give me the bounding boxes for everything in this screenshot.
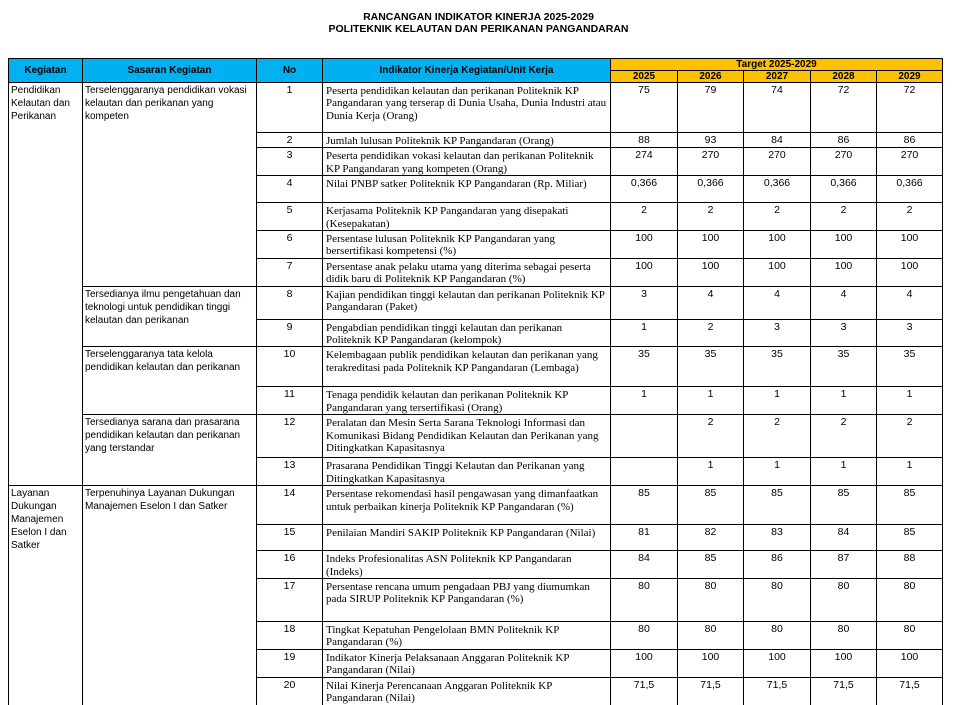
row-number: 12 [257, 415, 323, 458]
target-value-2028: 1 [811, 387, 877, 415]
target-value-2027: 74 [744, 83, 811, 133]
header-kegiatan: Kegiatan [9, 59, 83, 83]
sasaran-cell: Tersedianya ilmu pengetahuan dan teknologi untuk pendidikan tinggi kelautan dan perikanan [83, 286, 257, 347]
target-value-2027: 2 [744, 415, 811, 458]
target-value-2025: 100 [611, 258, 678, 286]
target-value-2026: 80 [678, 578, 744, 621]
target-value-2026: 270 [678, 148, 744, 176]
target-value-2028: 72 [811, 83, 877, 133]
row-number: 17 [257, 578, 323, 621]
target-value-2028: 1 [811, 458, 877, 486]
target-value-2026: 35 [678, 347, 744, 387]
target-value-2028: 100 [811, 258, 877, 286]
target-value-2026: 1 [678, 387, 744, 415]
target-value-2025: 80 [611, 578, 678, 621]
target-value-2029: 0,366 [877, 176, 943, 203]
target-value-2026: 79 [678, 83, 744, 133]
header-year: 2028 [811, 71, 877, 83]
target-value-2027: 1 [744, 387, 811, 415]
target-value-2026: 4 [678, 286, 744, 319]
indicator-cell: Persentase rencana umum pengadaan PBJ yang diumumkan pada SIRUP Politeknik KP Pangandaran (%) [323, 578, 611, 621]
target-value-2028: 100 [811, 231, 877, 259]
target-value-2025: 1 [611, 387, 678, 415]
indicator-cell: Indikator Kinerja Pelaksanaan Anggaran Politeknik KP Pangandaran (Nilai) [323, 649, 611, 677]
indicator-cell: Tingkat Kepatuhan Pengelolaan BMN Politeknik KP Pangandaran (%) [323, 621, 611, 649]
target-value-2026: 1 [678, 458, 744, 486]
target-value-2028: 84 [811, 525, 877, 551]
target-value-2027: 100 [744, 258, 811, 286]
target-value-2028: 80 [811, 578, 877, 621]
target-value-2027: 100 [744, 649, 811, 677]
header-year: 2029 [877, 71, 943, 83]
table-row [9, 83, 943, 133]
target-value-2027: 71,5 [744, 677, 811, 705]
target-value-2027: 84 [744, 133, 811, 148]
row-number: 13 [257, 458, 323, 486]
target-value-2026: 2 [678, 203, 744, 231]
target-value-2025: 85 [611, 486, 678, 525]
row-number: 20 [257, 677, 323, 705]
header-indikator: Indikator Kinerja Kegiatan/Unit Kerja [323, 59, 611, 83]
row-number: 7 [257, 258, 323, 286]
header-target: Target 2025-2029 [611, 59, 943, 71]
target-value-2027: 270 [744, 148, 811, 176]
target-value-2028: 2 [811, 415, 877, 458]
target-value-2027: 80 [744, 621, 811, 649]
sasaran-cell: Terselenggaranya pendidikan vokasi kelautan dan perikanan yang kompeten [83, 83, 257, 287]
target-value-2029: 2 [877, 415, 943, 458]
row-number: 9 [257, 319, 323, 347]
target-value-2026: 82 [678, 525, 744, 551]
row-number: 19 [257, 649, 323, 677]
indicator-cell: Indeks Profesionalitas ASN Politeknik KP Pangandaran (Indeks) [323, 551, 611, 579]
row-number: 5 [257, 203, 323, 231]
target-value-2025: 100 [611, 231, 678, 259]
target-value-2026: 2 [678, 415, 744, 458]
target-value-2029: 88 [877, 551, 943, 579]
target-value-2028: 3 [811, 319, 877, 347]
target-value-2029: 85 [877, 525, 943, 551]
row-number: 18 [257, 621, 323, 649]
indicator-cell: Pengabdian pendidikan tinggi kelautan dan perikanan Politeknik KP Pangandaran (kelompok) [323, 319, 611, 347]
target-value-2029: 80 [877, 621, 943, 649]
row-number: 14 [257, 486, 323, 525]
target-value-2025: 100 [611, 649, 678, 677]
indicator-cell: Nilai Kinerja Perencanaan Anggaran Politeknik KP Pangandaran (Nilai) [323, 677, 611, 705]
target-value-2027: 83 [744, 525, 811, 551]
indicator-cell: Kerjasama Politeknik KP Pangandaran yang disepakati (Kesepakatan) [323, 203, 611, 231]
target-value-2026: 85 [678, 551, 744, 579]
target-value-2027: 85 [744, 486, 811, 525]
row-number: 10 [257, 347, 323, 387]
target-value-2029: 72 [877, 83, 943, 133]
indicator-cell: Peralatan dan Mesin Serta Sarana Teknologi Informasi dan Komunikasi Bidang Pendidikan Kelautan dan Perikanan yang Ditingkatkan Kapasitasnya [323, 415, 611, 458]
target-value-2028: 35 [811, 347, 877, 387]
table-row [9, 347, 943, 387]
indicator-cell: Peserta pendidikan kelautan dan perikanan Politeknik KP Pangandaran yang terserap di Dunia Usaha, Dunia Industri atau Dunia Kerja (Orang) [323, 83, 611, 133]
target-value-2027: 0,366 [744, 176, 811, 203]
target-value-2025: 84 [611, 551, 678, 579]
target-value-2026: 100 [678, 649, 744, 677]
target-value-2028: 80 [811, 621, 877, 649]
target-value-2029: 100 [877, 258, 943, 286]
target-value-2025: 3 [611, 286, 678, 319]
row-number: 11 [257, 387, 323, 415]
target-value-2027: 1 [744, 458, 811, 486]
target-value-2029: 3 [877, 319, 943, 347]
target-value-2025: 1 [611, 319, 678, 347]
target-value-2028: 100 [811, 649, 877, 677]
target-value-2027: 2 [744, 203, 811, 231]
target-value-2029: 80 [877, 578, 943, 621]
sasaran-cell: Terpenuhinya Layanan Dukungan Manajemen Eselon I dan Satker [83, 486, 257, 705]
header-year: 2026 [678, 71, 744, 83]
target-value-2025: 88 [611, 133, 678, 148]
target-value-2028: 2 [811, 203, 877, 231]
indicator-cell: Persentase lulusan Politeknik KP Pangandaran yang bersertifikasi kompetensi (%) [323, 231, 611, 259]
target-value-2027: 4 [744, 286, 811, 319]
target-value-2028: 86 [811, 133, 877, 148]
row-number: 1 [257, 83, 323, 133]
target-value-2029: 1 [877, 458, 943, 486]
target-value-2029: 4 [877, 286, 943, 319]
indicator-cell: Kelembagaan publik pendidikan kelautan dan perikanan yang terakreditasi pada Politeknik KP Pangandaran (Lembaga) [323, 347, 611, 387]
target-value-2025: 35 [611, 347, 678, 387]
indicator-cell: Tenaga pendidik kelautan dan perikanan Politeknik KP Pangandaran yang tersertifikasi (Orang) [323, 387, 611, 415]
target-value-2028: 87 [811, 551, 877, 579]
target-value-2025: 81 [611, 525, 678, 551]
target-value-2026: 71,5 [678, 677, 744, 705]
indicator-cell: Prasarana Pendidikan Tinggi Kelautan dan Perikanan yang Ditingkatkan Kapasitasnya [323, 458, 611, 486]
document-subtitle: POLITEKNIK KELAUTAN DAN PERIKANAN PANGANDARAN [328, 23, 629, 35]
row-number: 3 [257, 148, 323, 176]
target-value-2028: 270 [811, 148, 877, 176]
target-value-2026: 80 [678, 621, 744, 649]
target-value-2028: 71,5 [811, 677, 877, 705]
target-value-2029: 100 [877, 231, 943, 259]
row-number: 8 [257, 286, 323, 319]
target-value-2029: 85 [877, 486, 943, 525]
target-value-2026: 2 [678, 319, 744, 347]
indicator-cell: Kajian pendidikan tinggi kelautan dan perikanan Politeknik KP Pangandaran (Paket) [323, 286, 611, 319]
indicator-table [8, 58, 943, 705]
table-row [9, 286, 943, 319]
indicator-cell: Persentase anak pelaku utama yang diterima sebagai peserta didik baru di Politeknik KP Pangandaran (%) [323, 258, 611, 286]
indicator-cell: Jumlah lulusan Politeknik KP Pangandaran (Orang) [323, 133, 611, 148]
indicator-cell: Penilaian Mandiri SAKIP Politeknik KP Pangandaran (Nilai) [323, 525, 611, 551]
target-value-2027: 3 [744, 319, 811, 347]
indicator-cell: Nilai PNBP satker Politeknik KP Pangandaran (Rp. Miliar) [323, 176, 611, 203]
row-number: 6 [257, 231, 323, 259]
row-number: 2 [257, 133, 323, 148]
sasaran-cell: Terselenggaranya tata kelola pendidikan kelautan dan perikanan [83, 347, 257, 415]
sasaran-cell: Tersedianya sarana dan prasarana pendidikan kelautan dan perikanan yang terstandar [83, 415, 257, 486]
target-value-2027: 80 [744, 578, 811, 621]
target-value-2029: 71,5 [877, 677, 943, 705]
target-value-2025: 0,366 [611, 176, 678, 203]
target-value-2025 [611, 458, 678, 486]
document-title: RANCANGAN INDIKATOR KINERJA 2025-2029 [363, 11, 594, 23]
target-value-2025: 274 [611, 148, 678, 176]
indicator-cell: Persentase rekomendasi hasil pengawasan yang dimanfaatkan untuk perbaikan kinerja Politeknik KP Pangandaran (%) [323, 486, 611, 525]
header-sasaran: Sasaran Kegiatan [83, 59, 257, 83]
table-row [9, 486, 943, 525]
target-value-2028: 0,366 [811, 176, 877, 203]
target-value-2029: 1 [877, 387, 943, 415]
target-value-2029: 100 [877, 649, 943, 677]
target-value-2029: 2 [877, 203, 943, 231]
kegiatan-cell: Pendidikan Kelautan dan Perikanan [9, 83, 83, 486]
header-no: No [257, 59, 323, 83]
header-year: 2025 [611, 71, 678, 83]
target-value-2026: 93 [678, 133, 744, 148]
target-value-2028: 85 [811, 486, 877, 525]
target-value-2025: 80 [611, 621, 678, 649]
target-value-2027: 86 [744, 551, 811, 579]
target-value-2026: 100 [678, 258, 744, 286]
target-value-2025 [611, 415, 678, 458]
target-value-2026: 100 [678, 231, 744, 259]
target-value-2025: 71,5 [611, 677, 678, 705]
kegiatan-cell: Layanan Dukungan Manajemen Eselon I dan Satker [9, 486, 83, 705]
header-year: 2027 [744, 71, 811, 83]
target-value-2025: 75 [611, 83, 678, 133]
target-value-2029: 86 [877, 133, 943, 148]
target-value-2026: 85 [678, 486, 744, 525]
target-value-2029: 35 [877, 347, 943, 387]
target-value-2025: 2 [611, 203, 678, 231]
target-value-2028: 4 [811, 286, 877, 319]
row-number: 16 [257, 551, 323, 579]
target-value-2026: 0,366 [678, 176, 744, 203]
indicator-cell: Peserta pendidikan vokasi kelautan dan perikanan Politeknik KP Pangandaran yang kompeten (Orang) [323, 148, 611, 176]
target-value-2029: 270 [877, 148, 943, 176]
row-number: 4 [257, 176, 323, 203]
row-number: 15 [257, 525, 323, 551]
target-value-2027: 100 [744, 231, 811, 259]
target-value-2027: 35 [744, 347, 811, 387]
table-row [9, 415, 943, 458]
